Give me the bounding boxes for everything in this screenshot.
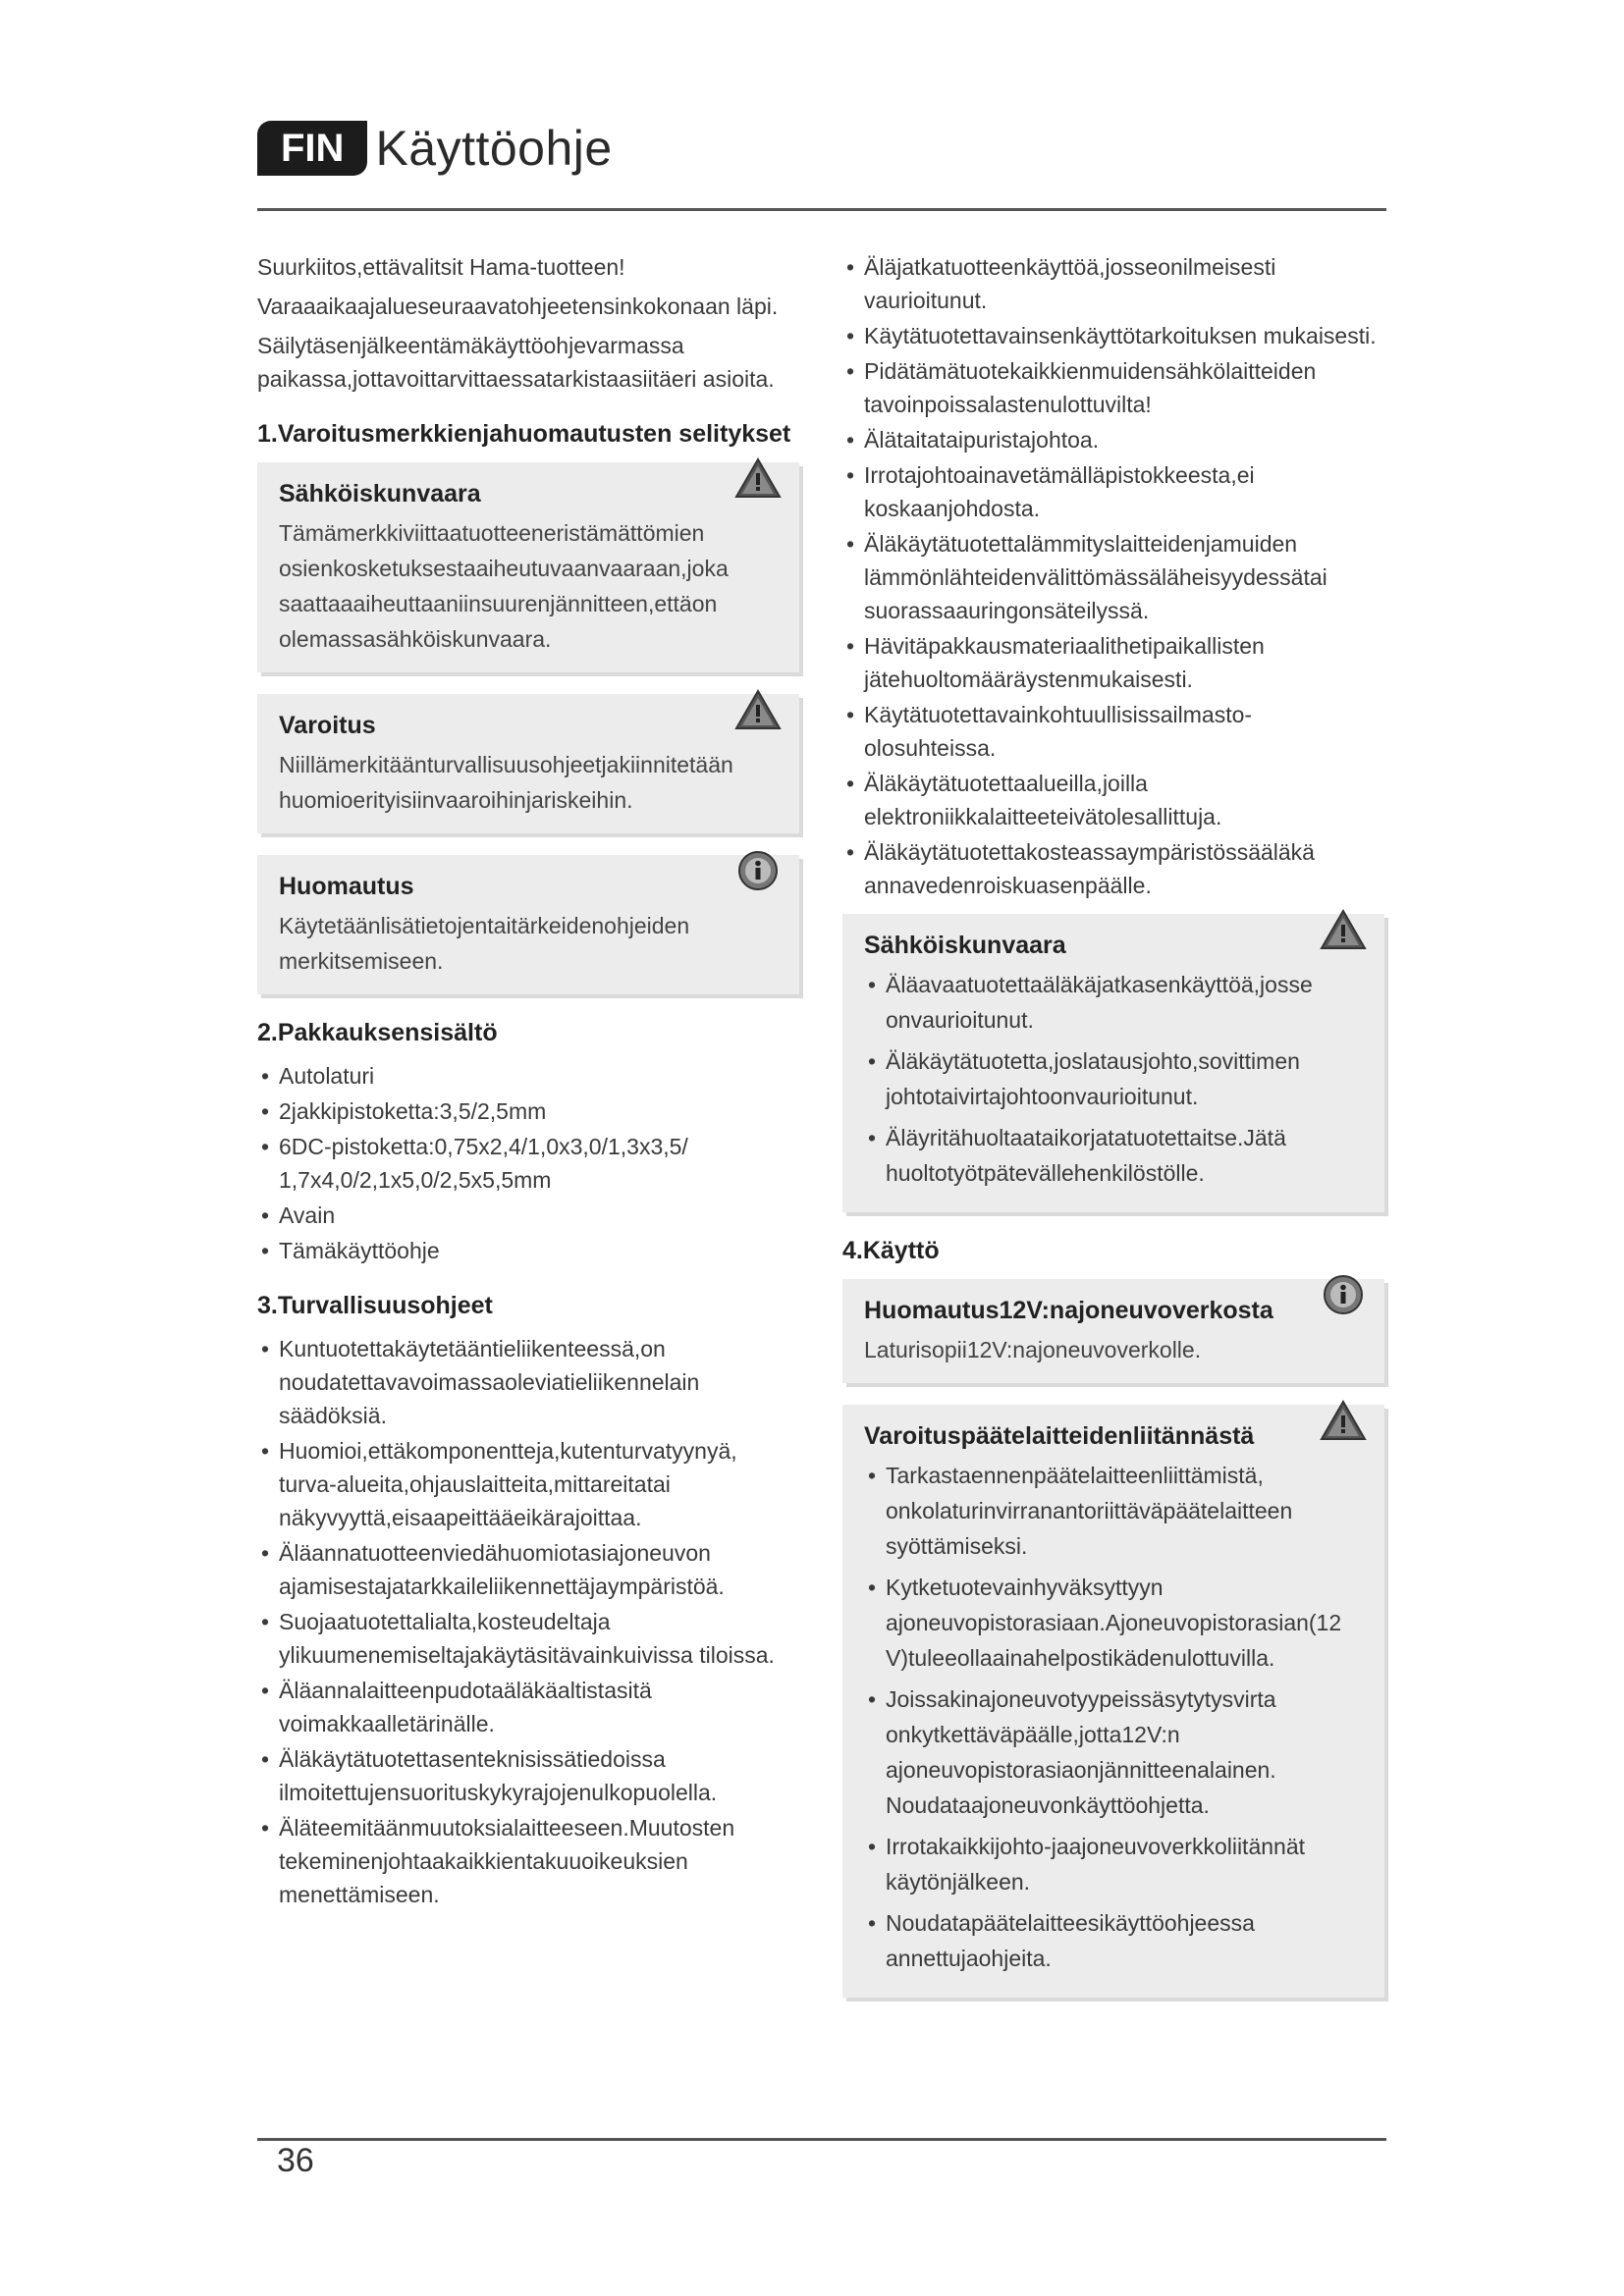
box-title: Sähköiskunvaara <box>279 480 481 507</box>
electric-shock-box <box>842 914 1384 1212</box>
package-list <box>257 1059 799 1267</box>
warning-triangle-icon <box>734 456 782 500</box>
list-item: • Suojaatuotettalialta,kosteudeltaja ylikuumenemiseltajakäytäsitävainkuivissa tiloissa. <box>257 1605 799 1672</box>
list-item: • Käytätuotettavainsenkäyttötarkoituksen mukaisesti. <box>842 319 1384 352</box>
safety-list <box>257 1332 799 1911</box>
list-item: • Äläkäytätuotettaalueilla,joilla elektroniikkalaitteeteivätolesallittuja. <box>842 767 1384 833</box>
list-item: • Käytätuotettavainkohtuullisissailmasto- olosuhteissa. <box>842 698 1384 765</box>
language-badge: FIN <box>257 121 367 176</box>
list-item: • 6DC-pistoketta:0,75x2,4/1,0x3,0/1,3x3,5/ 1,7x4,0/2,1x5,0/2,5x5,5mm <box>257 1130 799 1197</box>
list-item: • Äläkäytätuotetta,joslatausjohto,sovittimen johtotaivirtajohtoonvaurioitunut. <box>864 1043 1365 1114</box>
box-title: Varoitus <box>279 712 376 739</box>
top-divider <box>257 208 1386 211</box>
list-item: • Irrotajohtoainavetämälläpistokkeesta,ei koskaanjohdosta. <box>842 458 1384 525</box>
box-text: Laturisopii12V:najoneuvoverkolle. <box>864 1337 1202 1362</box>
list-item: • Äläkäytätuotettasenteknisissätiedoissa ilmoitettujensuorituskykyrajojenulkopuolella. <box>257 1742 799 1809</box>
list-item: • Pidätämätuotekaikkienmuidensähkölaitteiden tavoinpoissalastenulottuvilta! <box>842 354 1384 421</box>
warning-triangle-icon <box>734 688 782 731</box>
section-heading: 2.Pakkauksensisältö <box>257 1019 498 1046</box>
list-item: • Huomioi,ettäkomponentteja,kutenturvatyynyä, turva-alueita,ohjauslaitteita,mittareitatai näkyvyyttä,eisaapeittääeikärajoittaa. <box>257 1434 799 1534</box>
list-item: • 2jakkipistoketta:3,5/2,5mm <box>257 1095 799 1128</box>
box-title: Sähköiskunvaara <box>864 932 1066 959</box>
note-box <box>257 855 799 994</box>
list-item: • Äläkäytätuotettakosteassaympäristössääläkä annavedenroiskuasenpäälle. <box>842 835 1384 902</box>
list-item: • Joissakinajoneuvotyypeissäsytytysvirta onkytkettäväpäälle,jotta12V:n ajoneuvopistorasiaonjännitteenalainen. Noudataajoneuvonkäyttöohjetta. <box>864 1682 1365 1823</box>
box-title: Varoituspäätelaitteidenliitännästä <box>864 1422 1255 1450</box>
page-title: Käyttöohje <box>375 121 613 176</box>
list-item: • Tarkastaennenpäätelaitteenliittämistä, onkolaturinvirranantoriittäväpäätelaitteen syöttämiseksi. <box>864 1458 1365 1564</box>
box-list <box>864 1458 1365 1976</box>
list-item: • Äläannalaitteenpudotaäläkäaltistasitä voimakkaalletärinälle. <box>257 1674 799 1740</box>
note-12v-box <box>842 1279 1384 1383</box>
box-list <box>864 967 1365 1191</box>
list-item: • Äläkäytätuotettalämmityslaitteidenjamuiden lämmönlähteidenvälittömässäläheisyydessätai suorassaauringonsäteilyssä. <box>842 527 1384 627</box>
list-item: • Kuntuotettakäytetääntieliikenteessä,on noudatettavavoimassaoleviatieliikennelain säädöksiä. <box>257 1332 799 1432</box>
list-item: • Hävitäpakkausmateriaalithetipaikallisten jätehuoltomääräystenmukaisesti. <box>842 629 1384 696</box>
warning-box <box>257 694 799 833</box>
list-item: • Äläteemitäänmuutoksialaitteeseen.Muutosten tekeminenjohtaakaikkientakuuoikeuksien menettämiseen. <box>257 1811 799 1911</box>
list-item: • Avain <box>257 1199 799 1232</box>
section-heading: 3.Turvallisuusohjeet <box>257 1292 493 1319</box>
list-item: • Autolaturi <box>257 1059 799 1093</box>
section-heading: 1.Varoitusmerkkienjahuomautusten selitykset <box>257 420 791 448</box>
box-text: Käytetäänlisätietojentaitärkeidenohjeiden merkitsemiseen. <box>279 913 690 974</box>
header <box>257 118 613 179</box>
info-circle-icon <box>1320 1273 1367 1316</box>
list-item: • Noudatapäätelaitteesikäyttöohjeessa annettujaohjeita. <box>864 1905 1365 1976</box>
left-column <box>257 250 799 1913</box>
warning-triangle-icon <box>1320 908 1367 951</box>
box-title: Huomautus <box>279 873 414 900</box>
electric-shock-box <box>257 462 799 672</box>
box-text: Niillämerkitäänturvallisuusohjeetjakiinnitetään huomioerityisiinvaaroihinjariskeihin. <box>279 752 733 813</box>
list-item: • Tämäkäyttöohje <box>257 1234 799 1267</box>
list-item: • Kytketuotevainhyväksyttyyn ajoneuvopistorasiaan.Ajoneuvopistorasian(12 V)tuleeollaainahelpostikädenulottuvilla. <box>864 1570 1365 1676</box>
info-circle-icon <box>734 849 782 892</box>
list-item: • Irrotakaikkijohto-jaajoneuvoverkkoliitännät käytönjälkeen. <box>864 1829 1365 1899</box>
list-item: • Äläyritähuoltaataikorjatatuotettaitse.Jätä huoltotyötpätevällehenkilöstölle. <box>864 1120 1365 1191</box>
bottom-divider <box>257 2138 1386 2141</box>
box-title: Huomautus12V:najoneuvoverkosta <box>864 1297 1273 1324</box>
intro-paragraph: Säilytäsenjälkeentämäkäyttöohjevarmassa paikassa,jottavoittarvittaessatarkistaasiitäeri asioita. <box>257 333 775 392</box>
list-item: • Äläavaatuotettaäläkäjatkasenkäyttöä,josse onvaurioitunut. <box>864 967 1365 1038</box>
right-column <box>842 250 1384 2019</box>
list-item: • Älätaitataipuristajohtoa. <box>842 423 1384 456</box>
page-number: 36 <box>277 2142 314 2179</box>
list-item: • Äläjatkatuotteenkäyttöä,josseonilmeisesti vaurioitunut. <box>842 250 1384 317</box>
warning-triangle-icon <box>1320 1399 1367 1442</box>
list-item: • Äläannatuotteenviedähuomiotasiajoneuvon ajamisestajatarkkaileliikennettäjaympäristöä. <box>257 1536 799 1603</box>
safety-list-continued <box>842 250 1384 902</box>
terminal-warning-box <box>842 1405 1384 1998</box>
intro-paragraph: Varaaaikaajalueseuraavatohjeetensinkokonaan läpi. <box>257 294 779 319</box>
intro-paragraph: Suurkiitos,ettävalitsit Hama-tuotteen! <box>257 254 625 280</box>
section-heading: 4.Käyttö <box>842 1237 940 1264</box>
box-text: Tämämerkkiviittaatuotteeneristämättömien osienkosketuksestaaiheutuvaanvaaraan,joka saattaaaiheuttaaniinsuurenjännitteen,ettäon olemassasähköiskunvaara. <box>279 520 729 652</box>
